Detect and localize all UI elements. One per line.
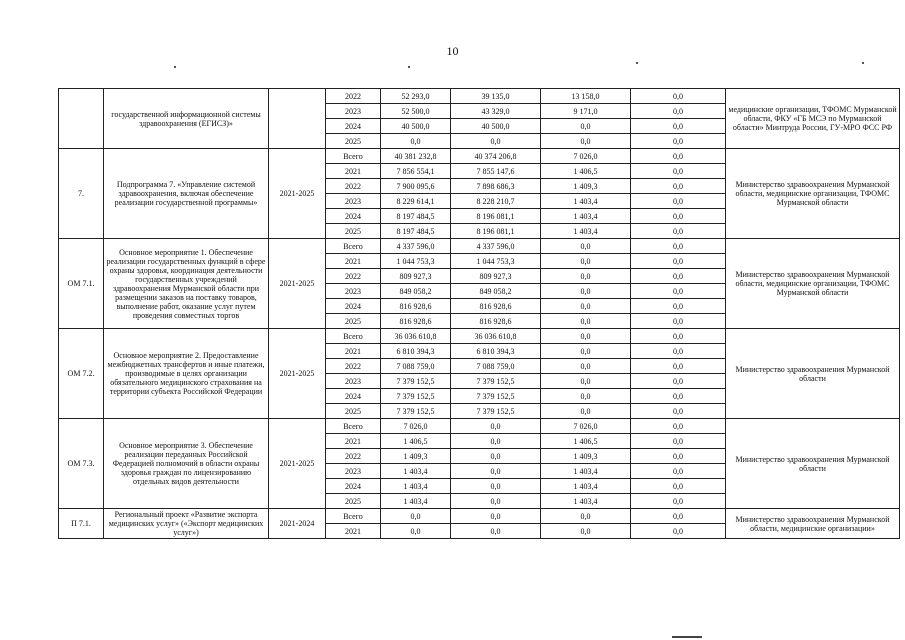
regional-budget-cell: 0,0 <box>451 449 541 464</box>
other-sources-cell: 0,0 <box>631 239 726 254</box>
regional-budget-cell: 0,0 <box>451 524 541 539</box>
other-sources-cell: 0,0 <box>631 284 726 299</box>
regional-budget-cell: 4 337 596,0 <box>451 239 541 254</box>
other-sources-cell: 0,0 <box>631 134 726 149</box>
total-cell: 1 409,3 <box>381 449 451 464</box>
funding-table-body <box>59 89 900 539</box>
federal-budget-cell: 1 403,4 <box>541 494 631 509</box>
other-sources-cell: 0,0 <box>631 104 726 119</box>
row-number-cell: ОМ 7.3. <box>59 419 104 509</box>
other-sources-cell: 0,0 <box>631 449 726 464</box>
year-cell: 2024 <box>326 479 381 494</box>
year-cell: 2024 <box>326 209 381 224</box>
row-number-cell: П 7.1. <box>59 509 104 539</box>
total-cell: 40 381 232,8 <box>381 149 451 164</box>
other-sources-cell: 0,0 <box>631 434 726 449</box>
executors-cell: Министерство здравоохранения Мурманской области, медицинские организации, ТФОМС Мурманской области <box>726 239 900 329</box>
total-cell: 36 036 610,8 <box>381 329 451 344</box>
row-number-cell: 7. <box>59 149 104 239</box>
table-row <box>59 509 900 524</box>
regional-budget-cell: 849 058,2 <box>451 284 541 299</box>
other-sources-cell: 0,0 <box>631 149 726 164</box>
total-cell: 7 379 152,5 <box>381 374 451 389</box>
federal-budget-cell: 0,0 <box>541 359 631 374</box>
regional-budget-cell: 40 500,0 <box>451 119 541 134</box>
other-sources-cell: 0,0 <box>631 389 726 404</box>
other-sources-cell: 0,0 <box>631 164 726 179</box>
year-cell: 2021 <box>326 434 381 449</box>
regional-budget-cell: 0,0 <box>451 479 541 494</box>
year-cell: 2025 <box>326 224 381 239</box>
scan-speck <box>408 66 410 68</box>
federal-budget-cell: 1 406,5 <box>541 434 631 449</box>
other-sources-cell: 0,0 <box>631 254 726 269</box>
regional-budget-cell: 40 374 206,8 <box>451 149 541 164</box>
year-cell: 2023 <box>326 374 381 389</box>
regional-budget-cell: 0,0 <box>451 464 541 479</box>
total-cell: 7 026,0 <box>381 419 451 434</box>
year-cell: 2023 <box>326 194 381 209</box>
row-number-cell <box>59 89 104 149</box>
measure-name-cell: Основное мероприятие 3. Обеспечение реализации переданных Российской Федерацией полномочий в области охраны здоровья граждан по лицензированию отдельных видов деятельности <box>104 419 269 509</box>
other-sources-cell: 0,0 <box>631 464 726 479</box>
year-cell: 2025 <box>326 404 381 419</box>
total-cell: 52 500,0 <box>381 104 451 119</box>
other-sources-cell: 0,0 <box>631 89 726 104</box>
total-cell: 7 088 759,0 <box>381 359 451 374</box>
other-sources-cell: 0,0 <box>631 359 726 374</box>
federal-budget-cell: 1 403,4 <box>541 479 631 494</box>
other-sources-cell: 0,0 <box>631 329 726 344</box>
federal-budget-cell: 9 171,0 <box>541 104 631 119</box>
other-sources-cell: 0,0 <box>631 269 726 284</box>
federal-budget-cell: 0,0 <box>541 299 631 314</box>
other-sources-cell: 0,0 <box>631 224 726 239</box>
year-cell: 2025 <box>326 494 381 509</box>
year-cell: 2022 <box>326 359 381 374</box>
year-cell: 2024 <box>326 299 381 314</box>
total-cell: 7 379 152,5 <box>381 389 451 404</box>
total-cell: 0,0 <box>381 509 451 524</box>
year-cell: Всего <box>326 509 381 524</box>
federal-budget-cell: 0,0 <box>541 509 631 524</box>
year-cell: 2025 <box>326 314 381 329</box>
other-sources-cell: 0,0 <box>631 344 726 359</box>
table-row <box>59 239 900 254</box>
regional-budget-cell: 7 855 147,6 <box>451 164 541 179</box>
total-cell: 1 403,4 <box>381 464 451 479</box>
federal-budget-cell: 7 026,0 <box>541 149 631 164</box>
year-cell: 2022 <box>326 269 381 284</box>
period-cell: 2021-2025 <box>269 419 326 509</box>
measure-name-cell: Основное мероприятие 2. Предоставление межбюджетных трансфертов и иные платежи, производимые в целях организации обязательного медицинского страхования на территории субъекта Российской Федерации <box>104 329 269 419</box>
year-cell: 2024 <box>326 119 381 134</box>
total-cell: 849 058,2 <box>381 284 451 299</box>
regional-budget-cell: 7 898 686,3 <box>451 179 541 194</box>
year-cell: 2021 <box>326 254 381 269</box>
other-sources-cell: 0,0 <box>631 119 726 134</box>
federal-budget-cell: 1 403,4 <box>541 209 631 224</box>
regional-budget-cell: 816 928,6 <box>451 299 541 314</box>
regional-budget-cell: 0,0 <box>451 419 541 434</box>
other-sources-cell: 0,0 <box>631 419 726 434</box>
regional-budget-cell: 7 379 152,5 <box>451 374 541 389</box>
executors-cell: медицинские организации, ТФОМС Мурманской области, ФКУ «ГБ МСЭ по Мурманской области» Минтруда России, ГУ-МРО ФСС РФ <box>726 89 900 149</box>
year-cell: 2021 <box>326 524 381 539</box>
table-row <box>59 149 900 164</box>
other-sources-cell: 0,0 <box>631 404 726 419</box>
federal-budget-cell: 0,0 <box>541 239 631 254</box>
other-sources-cell: 0,0 <box>631 209 726 224</box>
executors-cell: Министерство здравоохранения Мурманской области, медицинские организации» <box>726 509 900 539</box>
measure-name-cell: Основное мероприятие 1. Обеспечение реализации государственных функций в сфере охраны здоровья, координация деятельности государственных учреждений здравоохранения Мурманской области при размещении заказов на поставку товаров, выполнение работ, оказание услуг путем проведения совместных торгов <box>104 239 269 329</box>
regional-budget-cell: 809 927,3 <box>451 269 541 284</box>
federal-budget-cell: 1 409,3 <box>541 179 631 194</box>
federal-budget-cell: 0,0 <box>541 119 631 134</box>
regional-budget-cell: 0,0 <box>451 509 541 524</box>
scan-mark <box>672 636 702 638</box>
other-sources-cell: 0,0 <box>631 374 726 389</box>
year-cell: Всего <box>326 419 381 434</box>
regional-budget-cell: 36 036 610,8 <box>451 329 541 344</box>
regional-budget-cell: 7 379 152,5 <box>451 404 541 419</box>
page-number: 10 <box>446 44 459 58</box>
federal-budget-cell: 0,0 <box>541 524 631 539</box>
regional-budget-cell: 0,0 <box>451 494 541 509</box>
row-number-cell: ОМ 7.1. <box>59 239 104 329</box>
table-row <box>59 329 900 344</box>
scan-speck <box>862 62 864 64</box>
total-cell: 7 856 554,1 <box>381 164 451 179</box>
funding-table <box>58 88 900 539</box>
total-cell: 4 337 596,0 <box>381 239 451 254</box>
year-cell: Всего <box>326 329 381 344</box>
total-cell: 1 044 753,3 <box>381 254 451 269</box>
total-cell: 809 927,3 <box>381 269 451 284</box>
executors-cell: Министерство здравоохранения Мурманской области <box>726 329 900 419</box>
federal-budget-cell: 1 406,5 <box>541 164 631 179</box>
year-cell: 2025 <box>326 134 381 149</box>
period-cell: 2021-2025 <box>269 239 326 329</box>
federal-budget-cell: 0,0 <box>541 404 631 419</box>
regional-budget-cell: 39 135,0 <box>451 89 541 104</box>
measure-name-cell: Подпрограмма 7. «Управление системой здравоохранения, включая обеспечение реализации государственной программы» <box>104 149 269 239</box>
table-row <box>59 89 900 104</box>
regional-budget-cell: 816 928,6 <box>451 314 541 329</box>
executors-cell: Министерство здравоохранения Мурманской области, медицинские организации, ТФОМС Мурманской области <box>726 149 900 239</box>
measure-name-cell: Региональный проект «Развитие экспорта медицинских услуг» («Экспорт медицинских услуг») <box>104 509 269 539</box>
regional-budget-cell: 43 329,0 <box>451 104 541 119</box>
row-number-cell: ОМ 7.2. <box>59 329 104 419</box>
regional-budget-cell: 7 088 759,0 <box>451 359 541 374</box>
other-sources-cell: 0,0 <box>631 179 726 194</box>
year-cell: 2024 <box>326 389 381 404</box>
regional-budget-cell: 8 196 081,1 <box>451 209 541 224</box>
regional-budget-cell: 8 228 210,7 <box>451 194 541 209</box>
year-cell: 2021 <box>326 344 381 359</box>
regional-budget-cell: 1 044 753,3 <box>451 254 541 269</box>
total-cell: 0,0 <box>381 524 451 539</box>
total-cell: 52 293,0 <box>381 89 451 104</box>
year-cell: 2023 <box>326 284 381 299</box>
total-cell: 40 500,0 <box>381 119 451 134</box>
federal-budget-cell: 0,0 <box>541 344 631 359</box>
year-cell: 2022 <box>326 449 381 464</box>
total-cell: 0,0 <box>381 134 451 149</box>
total-cell: 1 406,5 <box>381 434 451 449</box>
federal-budget-cell: 7 026,0 <box>541 419 631 434</box>
total-cell: 816 928,6 <box>381 299 451 314</box>
total-cell: 8 229 614,1 <box>381 194 451 209</box>
federal-budget-cell: 0,0 <box>541 389 631 404</box>
total-cell: 6 810 394,3 <box>381 344 451 359</box>
scan-speck <box>636 62 638 64</box>
total-cell: 7 900 095,6 <box>381 179 451 194</box>
year-cell: 2021 <box>326 164 381 179</box>
total-cell: 816 928,6 <box>381 314 451 329</box>
year-cell: Всего <box>326 149 381 164</box>
regional-budget-cell: 0,0 <box>451 434 541 449</box>
federal-budget-cell: 0,0 <box>541 134 631 149</box>
year-cell: 2022 <box>326 179 381 194</box>
federal-budget-cell: 0,0 <box>541 374 631 389</box>
total-cell: 8 197 484,5 <box>381 209 451 224</box>
year-cell: 2023 <box>326 464 381 479</box>
period-cell: 2021-2025 <box>269 329 326 419</box>
other-sources-cell: 0,0 <box>631 494 726 509</box>
federal-budget-cell: 0,0 <box>541 329 631 344</box>
federal-budget-cell: 0,0 <box>541 314 631 329</box>
federal-budget-cell: 1 409,3 <box>541 449 631 464</box>
regional-budget-cell: 7 379 152,5 <box>451 389 541 404</box>
year-cell: Всего <box>326 239 381 254</box>
federal-budget-cell: 13 158,0 <box>541 89 631 104</box>
period-cell <box>269 89 326 149</box>
period-cell: 2021-2024 <box>269 509 326 539</box>
federal-budget-cell: 0,0 <box>541 254 631 269</box>
other-sources-cell: 0,0 <box>631 524 726 539</box>
executors-cell: Министерство здравоохранения Мурманской области <box>726 419 900 509</box>
regional-budget-cell: 0,0 <box>451 134 541 149</box>
other-sources-cell: 0,0 <box>631 479 726 494</box>
other-sources-cell: 0,0 <box>631 509 726 524</box>
regional-budget-cell: 8 196 081,1 <box>451 224 541 239</box>
federal-budget-cell: 1 403,4 <box>541 224 631 239</box>
total-cell: 8 197 484,5 <box>381 224 451 239</box>
other-sources-cell: 0,0 <box>631 194 726 209</box>
total-cell: 7 379 152,5 <box>381 404 451 419</box>
year-cell: 2023 <box>326 104 381 119</box>
table-row <box>59 419 900 434</box>
total-cell: 1 403,4 <box>381 494 451 509</box>
other-sources-cell: 0,0 <box>631 299 726 314</box>
measure-name-cell: государственной информационной системы здравоохранения (ЕГИСЗ)» <box>104 89 269 149</box>
regional-budget-cell: 6 810 394,3 <box>451 344 541 359</box>
year-cell: 2022 <box>326 89 381 104</box>
federal-budget-cell: 0,0 <box>541 269 631 284</box>
period-cell: 2021-2025 <box>269 149 326 239</box>
federal-budget-cell: 0,0 <box>541 284 631 299</box>
federal-budget-cell: 1 403,4 <box>541 194 631 209</box>
scan-speck <box>174 66 176 68</box>
federal-budget-cell: 1 403,4 <box>541 464 631 479</box>
other-sources-cell: 0,0 <box>631 314 726 329</box>
total-cell: 1 403,4 <box>381 479 451 494</box>
